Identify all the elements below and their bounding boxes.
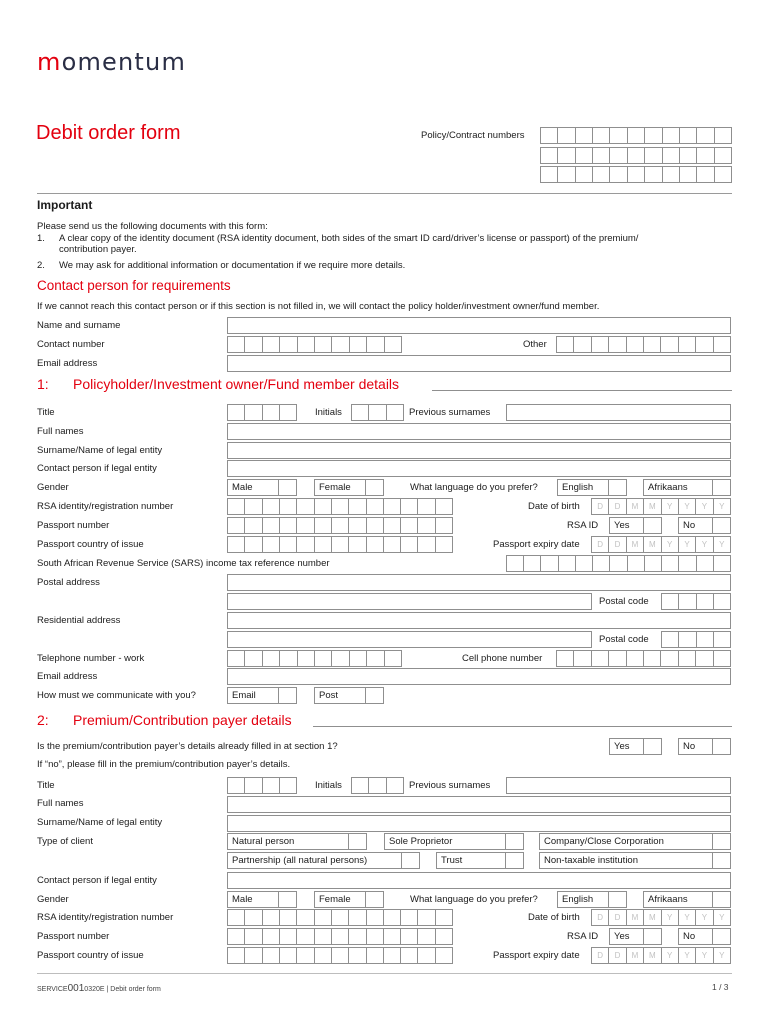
contact-email-label: Email address bbox=[37, 358, 98, 369]
s2-afrikaans-option[interactable]: Afrikaans bbox=[643, 891, 731, 908]
s2-title-label: Title bbox=[37, 780, 55, 791]
contact-section-heading: Contact person for requirements bbox=[37, 278, 231, 293]
s2-already-filled-no[interactable]: No bbox=[678, 738, 731, 755]
form-title: Debit order form bbox=[36, 122, 181, 144]
s1-email-option[interactable]: Email bbox=[227, 687, 297, 704]
section-2-heading: 2: Premium/Contribution payer details bbox=[37, 712, 292, 728]
section-1-rule bbox=[432, 390, 732, 391]
s2-rsa-id-input[interactable] bbox=[227, 909, 453, 926]
s2-passport-country-input[interactable] bbox=[227, 947, 453, 964]
s1-dob-label: Date of birth bbox=[528, 501, 580, 512]
s2-contact-entity-input[interactable] bbox=[227, 872, 731, 889]
date-cell: M bbox=[627, 499, 644, 514]
s1-passport-country-label: Passport country of issue bbox=[37, 539, 144, 550]
policy-numbers-label: Policy/Contract numbers bbox=[421, 130, 525, 141]
s1-contact-entity-input[interactable] bbox=[227, 460, 731, 477]
s2-gender-label: Gender bbox=[37, 894, 69, 905]
s1-passport-label: Passport number bbox=[37, 520, 110, 531]
s1-passport-input[interactable] bbox=[227, 517, 453, 534]
s1-female-option[interactable]: Female bbox=[314, 479, 384, 496]
s2-passport-expiry-input[interactable] bbox=[591, 947, 731, 964]
date-cell: M bbox=[627, 948, 644, 963]
s2-rsaid-no[interactable]: No bbox=[678, 928, 731, 945]
s1-tel-input[interactable] bbox=[227, 650, 402, 667]
date-cell: D bbox=[609, 499, 626, 514]
policy-number-field-1[interactable] bbox=[540, 127, 732, 144]
s2-rsa-id-label: RSA identity/registration number bbox=[37, 912, 174, 923]
s1-contact-entity-label: Contact person if legal entity bbox=[37, 463, 157, 474]
important-item-2-num: 2. bbox=[37, 260, 45, 271]
date-cell: Y bbox=[696, 537, 713, 552]
s2-company-option[interactable]: Company/Close Corporation bbox=[539, 833, 731, 850]
s1-language-label: What language do you prefer? bbox=[410, 482, 538, 493]
s1-residential-label: Residential address bbox=[37, 615, 121, 626]
s1-postal-line-2[interactable] bbox=[227, 593, 592, 610]
s2-contact-entity-label: Contact person if legal entity bbox=[37, 875, 157, 886]
date-cell: Y bbox=[719, 913, 725, 922]
s1-postal-line-1[interactable] bbox=[227, 574, 731, 591]
s2-full-names-label: Full names bbox=[37, 798, 84, 809]
date-cell: D bbox=[609, 910, 626, 925]
important-item-1-cont: contribution payer. bbox=[59, 244, 137, 255]
s2-english-option[interactable]: English bbox=[557, 891, 627, 908]
s1-sars-label: South African Revenue Service (SARS) income tax reference number bbox=[37, 558, 330, 569]
s2-partnership-option[interactable]: Partnership (all natural persons) bbox=[227, 852, 420, 869]
s2-passport-country-label: Passport country of issue bbox=[37, 950, 144, 961]
date-cell: Y bbox=[696, 910, 713, 925]
date-cell: D bbox=[592, 537, 609, 552]
date-cell: Y bbox=[662, 910, 679, 925]
s2-surname-input[interactable] bbox=[227, 815, 731, 832]
divider bbox=[37, 193, 732, 194]
momentum-logo: momentum bbox=[37, 48, 187, 76]
section-2-rule bbox=[313, 726, 732, 727]
date-cell: M bbox=[644, 910, 661, 925]
date-cell: Y bbox=[696, 948, 713, 963]
s2-question: Is the premium/contribution payer’s details already filled in at section 1? bbox=[37, 741, 338, 752]
s1-initials-label: Initials bbox=[315, 407, 342, 418]
s2-female-option[interactable]: Female bbox=[314, 891, 384, 908]
important-intro: Please send us the following documents with this form: bbox=[37, 221, 268, 232]
s1-email-label: Email address bbox=[37, 671, 98, 682]
s2-language-label: What language do you prefer? bbox=[410, 894, 538, 905]
date-cell: M bbox=[627, 910, 644, 925]
s1-residential-line-1[interactable] bbox=[227, 612, 731, 629]
s2-prev-surnames-label: Previous surnames bbox=[409, 780, 491, 791]
s2-passport-input[interactable] bbox=[227, 928, 453, 945]
s1-rsa-id-label: RSA identity/registration number bbox=[37, 501, 174, 512]
s1-english-option[interactable]: English bbox=[557, 479, 627, 496]
s1-passport-expiry-input[interactable] bbox=[591, 536, 731, 553]
s1-full-names-label: Full names bbox=[37, 426, 84, 437]
s1-surname-label: Surname/Name of legal entity bbox=[37, 445, 163, 456]
s1-post-option[interactable]: Post bbox=[314, 687, 384, 704]
contact-number-input[interactable] bbox=[227, 336, 402, 353]
s1-afrikaans-option[interactable]: Afrikaans bbox=[643, 479, 731, 496]
s1-initials-input[interactable] bbox=[351, 404, 404, 421]
date-cell: M bbox=[627, 537, 644, 552]
s2-surname-label: Surname/Name of legal entity bbox=[37, 817, 163, 828]
s2-dob-input[interactable] bbox=[591, 909, 731, 926]
s2-client-type-label: Type of client bbox=[37, 836, 93, 847]
s1-residential-line-2[interactable] bbox=[227, 631, 592, 648]
s1-passport-country-input[interactable] bbox=[227, 536, 453, 553]
s1-cell-label: Cell phone number bbox=[462, 653, 543, 664]
s1-postal-code-input[interactable] bbox=[661, 593, 731, 610]
important-item-1: A clear copy of the identity document (RSA identity document, both sides of the smart ID card/driver’s license or passport) of the premium/ bbox=[59, 233, 639, 244]
date-cell: M bbox=[644, 948, 661, 963]
s2-rsaid-yes[interactable]: Yes bbox=[609, 928, 662, 945]
s1-surname-input[interactable] bbox=[227, 442, 731, 459]
date-cell: D bbox=[609, 537, 626, 552]
s2-prev-surnames-input[interactable] bbox=[506, 777, 731, 794]
s1-prev-surnames-label: Previous surnames bbox=[409, 407, 491, 418]
s1-cell-input[interactable] bbox=[556, 650, 731, 667]
s2-already-filled-yes[interactable]: Yes bbox=[609, 738, 662, 755]
s1-title-label: Title bbox=[37, 407, 55, 418]
s1-res-postal-code-input[interactable] bbox=[661, 631, 731, 648]
s2-male-option[interactable]: Male bbox=[227, 891, 297, 908]
date-cell: Y bbox=[719, 951, 725, 960]
date-cell: Y bbox=[719, 502, 725, 511]
other-number-label: Other bbox=[523, 339, 547, 350]
s2-non-taxable-option[interactable]: Non-taxable institution bbox=[539, 852, 731, 869]
s1-communicate-label: How must we communicate with you? bbox=[37, 690, 196, 701]
important-item-1-num: 1. bbox=[37, 233, 45, 244]
date-cell: D bbox=[592, 499, 609, 514]
s1-tel-label: Telephone number - work bbox=[37, 653, 145, 664]
s1-rsa-id-input[interactable] bbox=[227, 498, 453, 515]
date-cell: D bbox=[609, 948, 626, 963]
s2-passport-label: Passport number bbox=[37, 931, 110, 942]
date-cell: Y bbox=[662, 948, 679, 963]
contact-email-input[interactable] bbox=[227, 355, 731, 372]
s1-rsaid-yes[interactable]: Yes bbox=[609, 517, 662, 534]
other-number-input[interactable] bbox=[556, 336, 731, 353]
date-cell: Y bbox=[719, 540, 725, 549]
s1-email-input[interactable] bbox=[227, 668, 731, 685]
contact-name-input[interactable] bbox=[227, 317, 731, 334]
policy-number-field-2[interactable] bbox=[540, 147, 732, 164]
s1-male-option[interactable]: Male bbox=[227, 479, 297, 496]
date-cell: Y bbox=[696, 499, 713, 514]
section-1-heading: 1: Policyholder/Investment owner/Fund member details bbox=[37, 376, 400, 392]
policy-number-field-3[interactable] bbox=[540, 166, 732, 183]
footer-reference: SERVICE0010320E | Debit order form bbox=[37, 983, 161, 994]
date-cell: Y bbox=[679, 499, 696, 514]
s1-gender-label: Gender bbox=[37, 482, 69, 493]
s1-rsaid-label: RSA ID bbox=[567, 520, 599, 531]
s2-natural-person-option[interactable]: Natural person bbox=[227, 833, 367, 850]
date-cell: M bbox=[644, 499, 661, 514]
s1-full-names-input[interactable] bbox=[227, 423, 731, 440]
date-cell: D bbox=[592, 910, 609, 925]
s2-sole-proprietor-option[interactable]: Sole Proprietor bbox=[384, 833, 524, 850]
s1-prev-surnames-input[interactable] bbox=[506, 404, 731, 421]
s2-trust-option[interactable]: Trust bbox=[436, 852, 524, 869]
page-number: 1 / 3 bbox=[712, 982, 729, 992]
date-cell: Y bbox=[679, 910, 696, 925]
name-surname-label: Name and surname bbox=[37, 320, 121, 331]
s2-title-input[interactable] bbox=[227, 777, 297, 794]
s1-postal-code-label: Postal code bbox=[599, 596, 649, 607]
important-heading: Important bbox=[37, 198, 93, 212]
s2-full-names-input[interactable] bbox=[227, 796, 731, 813]
date-cell: Y bbox=[662, 537, 679, 552]
contact-section-note: If we cannot reach this contact person or if this section is not filled in, we will contact the policy holder/investment owner/fund member. bbox=[37, 301, 600, 312]
s2-initials-label: Initials bbox=[315, 780, 342, 791]
s1-res-postal-code-label: Postal code bbox=[599, 634, 649, 645]
s1-sars-input[interactable] bbox=[506, 555, 731, 572]
date-cell: Y bbox=[679, 948, 696, 963]
s1-dob-input[interactable] bbox=[591, 498, 731, 515]
contact-number-label: Contact number bbox=[37, 339, 105, 350]
s1-passport-expiry-label: Passport expiry date bbox=[493, 539, 580, 550]
s1-title-input[interactable] bbox=[227, 404, 297, 421]
s2-rsaid-label: RSA ID bbox=[567, 931, 599, 942]
s2-dob-label: Date of birth bbox=[528, 912, 580, 923]
s1-rsaid-no[interactable]: No bbox=[678, 517, 731, 534]
date-cell: Y bbox=[662, 499, 679, 514]
date-cell: M bbox=[644, 537, 661, 552]
s1-postal-label: Postal address bbox=[37, 577, 100, 588]
important-item-2: We may ask for additional information or documentation if we require more details. bbox=[59, 260, 406, 271]
s2-passport-expiry-label: Passport expiry date bbox=[493, 950, 580, 961]
s2-initials-input[interactable] bbox=[351, 777, 404, 794]
date-cell: D bbox=[592, 948, 609, 963]
footer-divider bbox=[37, 973, 732, 974]
s2-if-no-note: If “no”, please fill in the premium/contribution payer’s details. bbox=[37, 759, 291, 770]
date-cell: Y bbox=[679, 537, 696, 552]
